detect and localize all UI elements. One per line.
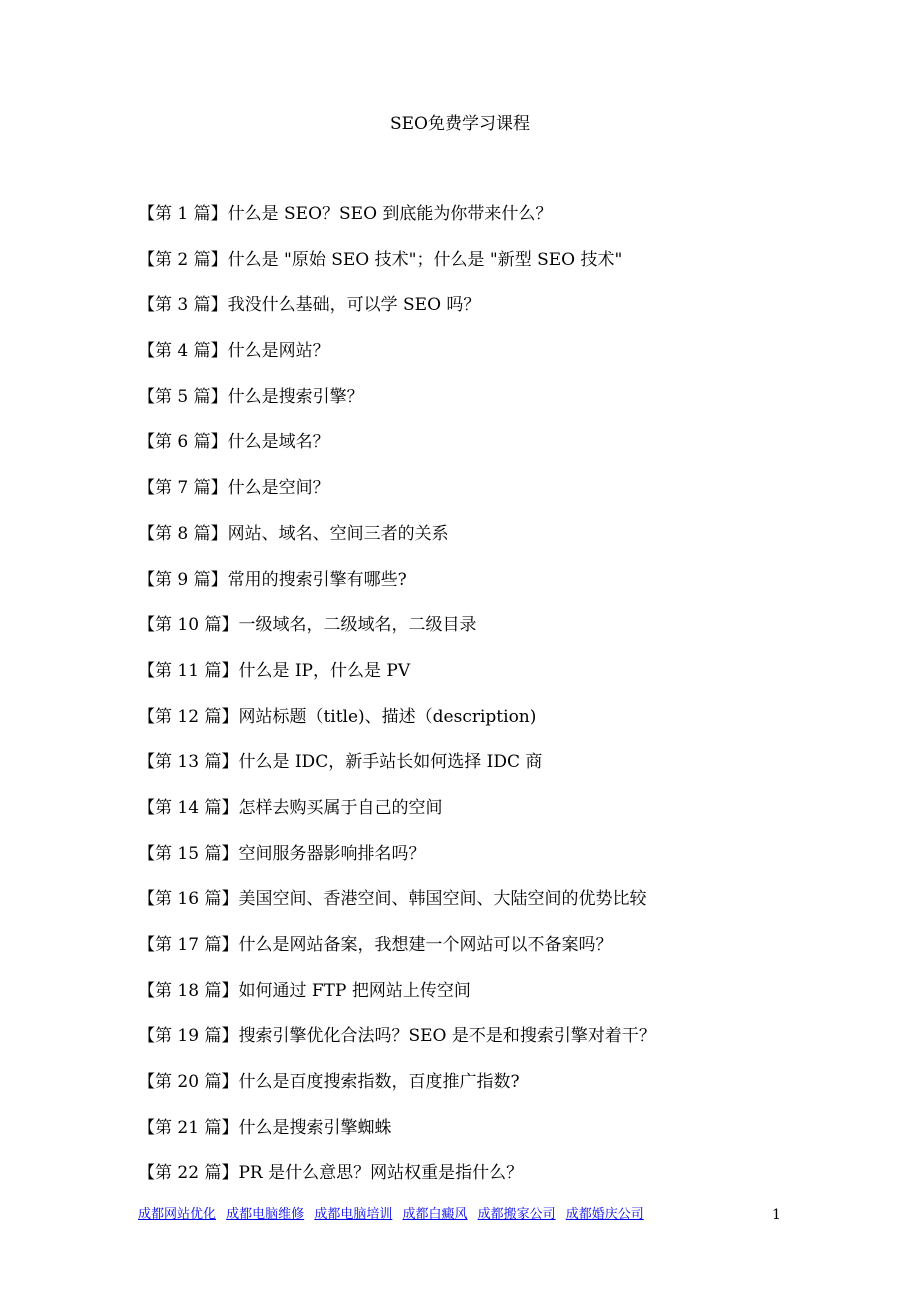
toc-item: 【第 15 篇】空间服务器影响排名吗？	[138, 843, 426, 864]
toc-item: 【第 14 篇】怎样去购买属于自己的空间	[138, 797, 443, 818]
toc-item: 【第 2 篇】什么是 "原始 SEO 技术"；什么是 "新型 SEO 技术"	[138, 249, 623, 270]
toc-item: 【第 18 篇】如何通过 FTP 把网站上传空间	[138, 980, 471, 1001]
toc-item: 【第 12 篇】网站标题（title)、描述（description)	[138, 706, 537, 727]
toc-list	[138, 200, 656, 1205]
footer-link[interactable]: 成都白癜风	[402, 1207, 468, 1222]
toc-item: 【第 13 篇】什么是 IDC，新手站长如何选择 IDC 商	[138, 752, 543, 773]
footer-links	[138, 1206, 650, 1224]
toc-item: 【第 21 篇】什么是搜索引擎蜘蛛	[138, 1117, 392, 1138]
toc-item: 【第 4 篇】什么是网站？	[138, 341, 330, 362]
toc-item: 【第 19 篇】搜索引擎优化合法吗？SEO 是不是和搜索引擎对着干？	[138, 1026, 656, 1047]
toc-item: 【第 7 篇】什么是空间？	[138, 478, 330, 499]
toc-item: 【第 22 篇】PR 是什么意思？网站权重是指什么？	[138, 1163, 524, 1184]
toc-item: 【第 9 篇】常用的搜索引擎有哪些?	[138, 569, 407, 590]
toc-item: 【第 1 篇】什么是 SEO？SEO 到底能为你带来什么？	[138, 204, 553, 224]
toc-item: 【第 17 篇】什么是网站备案，我想建一个网站可以不备案吗？	[138, 935, 613, 955]
toc-item: 【第 5 篇】什么是搜索引擎？	[138, 386, 364, 407]
toc-item: 【第 8 篇】网站、域名、空间三者的关系	[138, 523, 449, 544]
footer-link[interactable]: 成都网站优化	[138, 1207, 217, 1222]
footer-link[interactable]: 成都搬家公司	[477, 1207, 556, 1222]
toc-item: 【第 20 篇】什么是百度搜索指数，百度推广指数?	[138, 1072, 520, 1093]
page-number: 1	[772, 1207, 781, 1223]
toc-item: 【第 6 篇】什么是域名？	[138, 432, 330, 453]
toc-item: 【第 10 篇】一级域名，二级域名，二级目录	[138, 615, 477, 636]
page-title: SEO免费学习课程	[390, 114, 530, 134]
footer-link[interactable]: 成都电脑维修	[226, 1207, 305, 1222]
toc-item: 【第 3 篇】我没什么基础，可以学 SEO 吗？	[138, 295, 481, 316]
toc-item: 【第 16 篇】美国空间、香港空间、韩国空间、大陆空间的优势比较	[138, 889, 647, 910]
footer-link[interactable]: 成都电脑培训	[314, 1207, 393, 1222]
footer-link[interactable]: 成都婚庆公司	[565, 1207, 644, 1222]
toc-item: 【第 11 篇】什么是 IP，什么是 PV	[138, 660, 411, 681]
